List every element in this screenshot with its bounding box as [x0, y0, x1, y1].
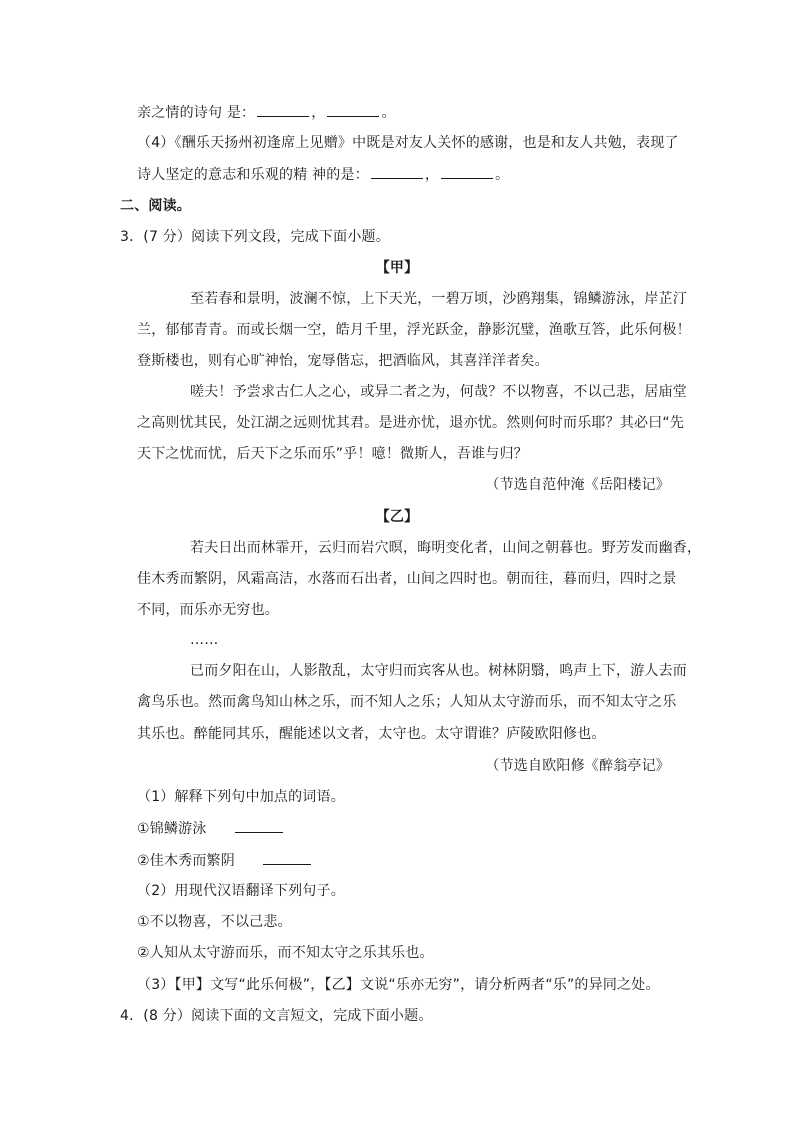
answer-blank[interactable]	[235, 818, 283, 833]
passage-yi-ellipsis: ……	[190, 632, 219, 648]
passage-jia-source: （节选自范仲淹《岳阳楼记》	[485, 477, 670, 493]
passage-jia-p1-line2: 兰，郁郁青青。而或长烟一空，皓月千里，浮光跃金，静影沉璧，渔歌互答，此乐何极！	[137, 322, 691, 338]
q4-stem: 4．(8 分）阅读下面的文言短文，完成下面小题。	[120, 1008, 433, 1024]
q3-sub1-item2-text: ②佳木秀而繁阴	[137, 853, 235, 869]
period: 。	[495, 167, 510, 183]
q2-item4-text: 诗人坚定的意志和乐观的精 神的是：	[137, 167, 369, 183]
passage-jia-label: 【甲】	[375, 260, 419, 276]
passage-yi-p2-line1: 已而夕阳在山，人影散乱，太守归而宾客从也。树林阴翳，鸣声上下，游人去而	[190, 663, 687, 679]
separator: ，	[311, 105, 326, 121]
passage-yi-p1-line3: 不同，而乐亦无穷也。	[137, 602, 279, 618]
passage-yi-source: （节选自欧阳修《醉翁亭记》	[485, 758, 670, 774]
passage-jia-p1-line3: 登斯楼也，则有心旷神怡，宠辱偕忘，把酒临风，其喜洋洋者矣。	[137, 353, 549, 369]
q3-sub1-title: （1）解释下列句中加点的词语。	[137, 789, 345, 805]
passage-jia-p2-line3: 天下之忧而忧，后天下之乐而乐”乎！噫！微斯人，吾谁与归？	[137, 446, 528, 462]
section-heading-reading: 二、阅读。	[120, 198, 191, 214]
passage-yi-p2-line2: 禽鸟乐也。然而禽鸟知山林之乐，而不知人之乐；人知从太守游而乐，而不知太守之乐	[137, 694, 677, 710]
passage-yi-p2-line3: 其乐也。醉能同其乐，醒能述以文者，太守也。太守谓谁？庐陵欧阳修也。	[137, 726, 606, 742]
q3-sub3: （3）【甲】文写“此乐何极”，【乙】文说“乐亦无穷”，请分析两者“乐”的异同之处。	[137, 977, 660, 993]
q3-sub1-item1	[137, 818, 285, 839]
q3-stem: 3．(7 分）阅读下列文段，完成下面小题。	[120, 229, 390, 245]
answer-blank[interactable]	[441, 164, 493, 179]
answer-blank[interactable]	[263, 850, 311, 865]
q3-sub1-item2	[137, 850, 313, 871]
q2-item4-line2	[137, 164, 509, 185]
passage-yi-label: 【乙】	[375, 509, 419, 525]
q2-cont-text: 亲之情的诗句 是：	[137, 105, 256, 121]
passage-jia-p2-line1: 嗟夫！予尝求古仁人之心，或异二者之为，何哉？不以物喜，不以己悲，居庙堂	[190, 384, 687, 400]
passage-jia-p2-line2: 之高则忧其民，处江湖之远则忧其君。是进亦忧，退亦忧。然则何时而乐耶？其必曰“先	[137, 415, 685, 431]
answer-blank[interactable]	[257, 102, 309, 117]
q3-sub1-item1-text: ①锦鳞游泳	[137, 821, 207, 837]
answer-blank[interactable]	[327, 102, 379, 117]
period: 。	[381, 105, 396, 121]
q3-sub2-item1: ①不以物喜，不以己悲。	[137, 914, 292, 930]
q3-sub2-title: （2）用现代汉语翻译下列句子。	[137, 883, 345, 899]
passage-yi-p1-line2: 佳木秀而繁阴，风霜高洁，水落而石出者，山间之四时也。朝而往，暮而归，四时之景	[137, 571, 677, 587]
passage-yi-p1-line1: 若夫日出而林霏开，云归而岩穴暝，晦明变化者，山间之朝暮也。野芳发而幽香，	[190, 540, 702, 556]
q2-item4-line1: （4）《酬乐天扬州初逢席上见赠》中既是对友人关怀的感谢，也是和友人共勉，表现了	[137, 135, 679, 151]
separator: ，	[424, 167, 440, 183]
q2-continuation-line	[137, 102, 396, 123]
passage-jia-p1-line1: 至若春和景明，波澜不惊，上下天光，一碧万顷，沙鸥翔集，锦鳞游泳，岸芷汀	[190, 291, 687, 307]
answer-blank[interactable]	[371, 164, 423, 179]
q3-sub2-item2: ②人知从太守游而乐，而不知太守之乐其乐也。	[137, 945, 434, 961]
